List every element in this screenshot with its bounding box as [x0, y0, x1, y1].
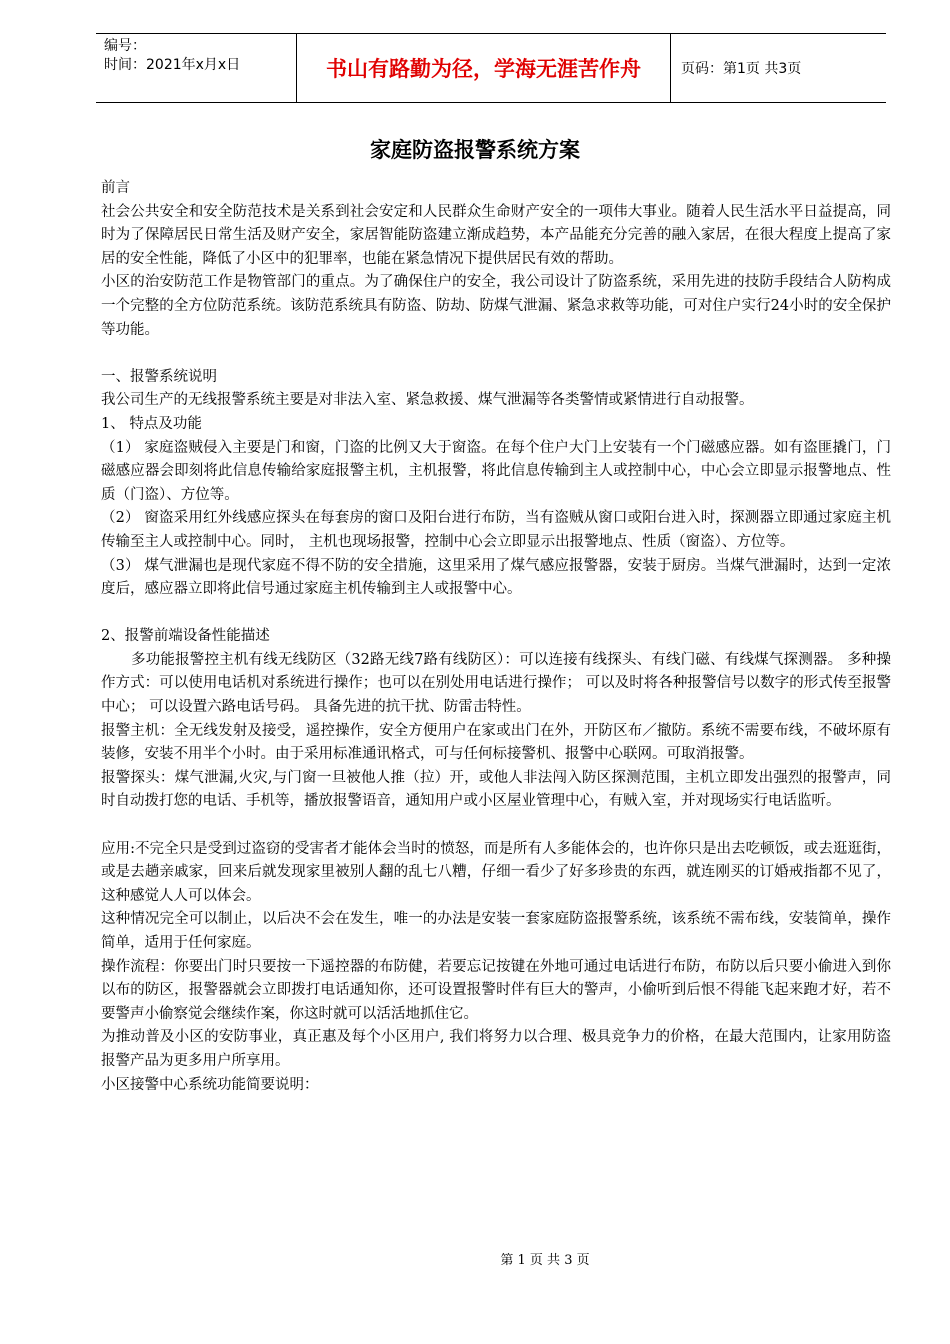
- section-heading: 2、报警前端设备性能描述: [101, 628, 270, 645]
- paragraph: 操作流程：你要出门时只要按一下遥控器的布防健，若要忘记按键在外地可通过电话进行布防，布防以后只要小偷进入到你以布的防区，报警器就会立即拨打电话通知你，还可设置报警时伴有巨大的警声，小偷听到后恨不得能飞起来跑才好，若不要警声小偷察觉会继续作案，你这时就可以活活地抓住它。: [101, 958, 891, 1022]
- paragraph: 为推动普及小区的安防事业，真正惠及每个小区用户, 我们将努力以合理、极具竞争力的价格，在最大范围内，让家用防盗报警产品为更多用户所享用。: [101, 1029, 891, 1069]
- paragraph: 报警探头：煤气泄漏,火灾,与门窗一旦被他人推（拉）开，或他人非法闯入防区探测范围，主机立即发出强烈的报警声，同时自动拨打您的电话、手机等，播放报警语音，通知用户或小区屋业管理中心，有贼入室，并对现场实行电话监听。: [101, 769, 891, 810]
- paragraph: 小区接警中心系统功能简要说明：: [101, 1076, 319, 1093]
- document-time-label: 时间：2021年x月x日: [104, 57, 241, 73]
- paragraph: 报警主机：全无线发射及接受，遥控操作，安全方便用户在家或出门在外，开防区布／撤防。系统不需要布线，不破坏原有装修，安装不用半个小时。由于采用标准通讯格式，可与任何标接警机、报警中心联网。可取消报警。: [101, 722, 891, 763]
- blank-line: [101, 814, 891, 838]
- paragraph: 社会公共安全和安全防范技术是关系到社会安定和人民群众生命财产安全的一项伟大事业。随着人民生活水平日益提高，同时为了保障居民日常生活及财产安全，家居智能防盗建立渐成趋势，本产品能充分完善的融入家居，在很大程度上提高了家居的安全性能，降低了小区中的犯罪率，也能在紧急情况下提供居民有效的帮助。: [101, 203, 891, 267]
- page-header: [96, 33, 886, 103]
- list-item: （2） 窗盗采用红外线感应探头在每套房的窗口及阳台进行布防，当有盗贼从窗口或阳台进入时，探测器立即通过家庭主机传输至主人或控制中心。同时， 主机也现场报警，控制中心会立即显示出报警地点、性质（窗盗）、方位等。: [101, 510, 891, 550]
- header-info-cell: [96, 34, 297, 102]
- blank-line: [101, 602, 891, 626]
- document-title: 家庭防盗报警系统方案: [370, 138, 580, 162]
- document-number-label: 编号：: [104, 38, 146, 54]
- section-heading: 一、报警系统说明: [101, 368, 217, 385]
- list-item: （1） 家庭盗贼侵入主要是门和窗，门盗的比例又大于窗盗。在每个住户大门上安装有一个门磁感应器。如有盗匪撬门，门磁感应器会即刻将此信息传输给家庭报警主机，主机报警，将此信息传输到主人或控制中心，中心会立即显示报警地点、性质（门盗）、方位等。: [101, 439, 891, 503]
- header-page-number: 页码：第1页 共3页: [681, 61, 802, 77]
- header-motto: 书山有路勤为径，学海无涯苦作舟: [297, 34, 671, 102]
- subsection-heading: 1、 特点及功能: [101, 415, 202, 432]
- blank-line: [101, 342, 891, 366]
- page-footer: 第 1 页 共 3 页: [500, 1253, 590, 1268]
- section-heading-preface: 前言: [101, 180, 130, 196]
- paragraph: 小区的治安防范工作是物管部门的重点。为了确保住户的安全，我公司设计了防盗系统，采用先进的技防手段结合人防构成一个完整的全方位防范系统。该防范系统具有防盗、防劫、防煤气泄漏、紧急求救等功能，可对住户实行24小时的安全保护等功能。: [101, 274, 891, 338]
- document-body: [101, 177, 891, 1097]
- paragraph: 多功能报警控主机有线无线防区（32路无线7路有线防区）：可以连接有线探头、有线门磁、有线煤气探测器。 多种操作方式：可以使用电话机对系统进行操作；也可以在别处用电话进行操作； 可以及时将各种报警信号以数字的形式传至报警中心； 可以设置六路电话号码。 具备先进的抗干扰、防雷击特性。: [101, 651, 891, 716]
- paragraph: 应用:不完全只是受到过盗窃的受害者才能体会当时的愤怒，而是所有人多能体会的，也许你只是出去吃顿饭，或去逛逛街，或是去趟亲戚家，回来后就发现家里被别人翻的乱七八糟，仔细一看少了好多珍贵的东西，就连刚买的订婚戒指都不见了，这种感觉人人可以体会。: [101, 840, 891, 904]
- paragraph: 我公司生产的无线报警系统主要是对非法入室、紧急救援、煤气泄漏等各类警情或紧情进行自动报警。: [101, 392, 754, 409]
- paragraph: 这种情况完全可以制止，以后决不会在发生，唯一的办法是安装一套家庭防盗报警系统，该系统不需布线，安装简单，操作简单，适用于任何家庭。: [101, 911, 891, 951]
- list-item: （3） 煤气泄漏也是现代家庭不得不防的安全措施，这里采用了煤气感应报警器，安装于厨房。当煤气泄漏时，达到一定浓度后，感应器立即将此信号通过家庭主机传输到主人或报警中心。: [101, 557, 891, 598]
